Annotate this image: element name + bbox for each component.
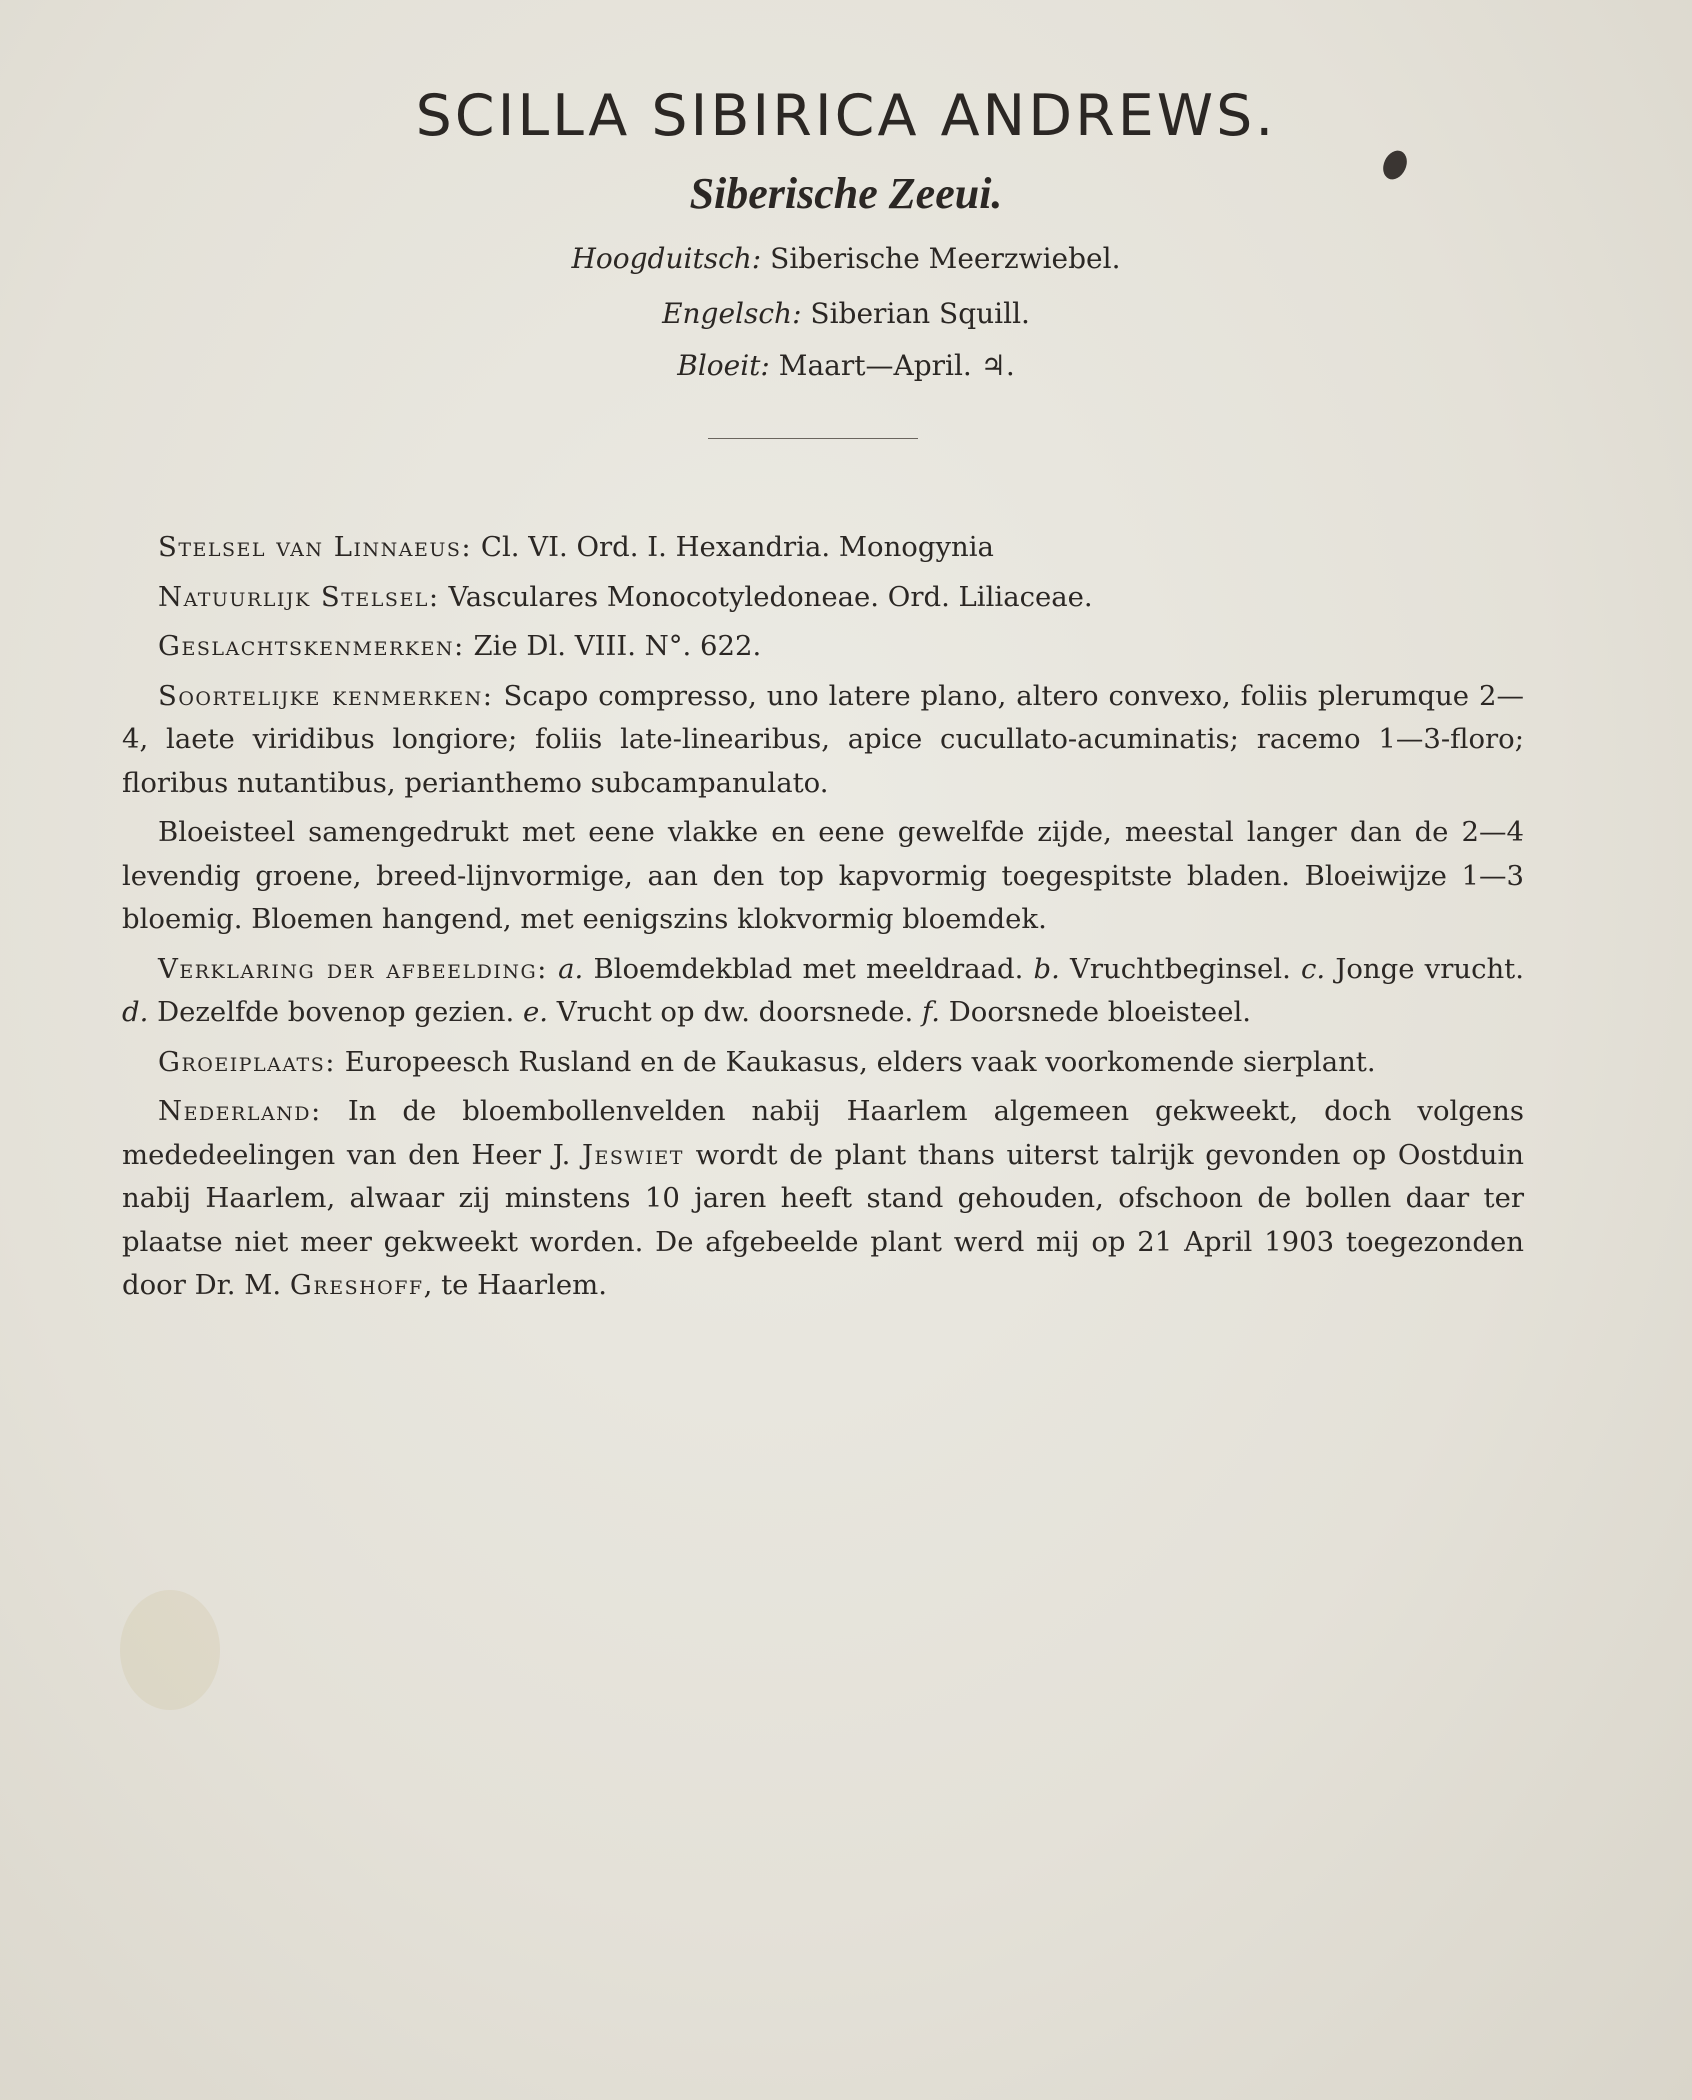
english-name-line — [0, 297, 1692, 330]
natural-system-paragraph — [122, 576, 1524, 620]
description-paragraph — [122, 811, 1524, 942]
plate-f-text: Doorsnede bloeisteel. — [948, 996, 1252, 1028]
description-body — [122, 526, 1524, 1314]
netherlands-text-1: In de bloembollenvelden nabij Haarlem algemeen gekweekt, doch volgens mededeelingen van den Heer J. — [122, 1095, 1524, 1171]
species-paragraph — [122, 675, 1524, 806]
netherlands-text-2: wordt de plant thans uiterst talrijk gevonden op Oostduin nabij Haarlem, alwaar zij minstens 10 jaren heeft stand gehouden, ofschoon de bollen daar ter plaatse niet meer gekweekt worden. De afgebeelde plant werd mij op 21 April 1903 toegezonden door Dr. M. — [122, 1138, 1525, 1301]
plate-b-text: Vruchtbeginsel. — [1070, 952, 1291, 985]
plate-b-letter: b. — [1033, 952, 1060, 985]
plate-e-letter: e. — [523, 996, 549, 1028]
german-name-line — [0, 242, 1692, 275]
dutch-name: Siberische Zeeui. — [689, 169, 1003, 218]
english-value: Siberian Squill. — [810, 297, 1030, 330]
plate-c-text: Jonge vrucht. — [1335, 952, 1524, 985]
linnaeus-label: Stelsel van Linnaeus: — [158, 531, 473, 563]
natural-system-text: Vasculares Monocotyledoneae. Ord. Liliaceae. — [448, 580, 1093, 613]
netherlands-text-3: , te Haarlem. — [423, 1269, 607, 1301]
plate-label: Verklaring der afbeelding: — [158, 952, 548, 985]
bloom-line — [0, 349, 1692, 382]
bloom-value: Maart—April. ♃. — [778, 349, 1015, 382]
genus-paragraph — [122, 625, 1524, 669]
genus-label: Geslachtskenmerken: — [158, 630, 465, 662]
species-text: Scapo compresso, uno latere plano, altero convexo, foliis plerumque 2—4, laete viridibus longiore; foliis late-linearibus, apice cucullato-acuminatis; racemo 1—3-floro; floribus nutantibus, perianthemo subcampanulato. — [122, 679, 1524, 799]
habitat-text: Europeesch Rusland en de Kaukasus, elders vaak voorkomende sierplant. — [344, 1045, 1376, 1078]
plate-d-text: Dezelfde bovenop gezien. — [157, 996, 515, 1028]
netherlands-paragraph — [122, 1090, 1524, 1308]
plate-c-letter: c. — [1301, 952, 1326, 985]
page-title: SCILLA SIBIRICA ANDREWS. — [415, 83, 1277, 149]
netherlands-label: Nederland: — [158, 1095, 322, 1127]
natural-system-label: Natuurlijk Stelsel: — [158, 580, 440, 613]
genus-text: Zie Dl. VIII. N°. 622. — [473, 630, 762, 662]
plate-f-letter: f. — [922, 996, 940, 1028]
linnaeus-paragraph — [122, 526, 1524, 570]
bloom-label: Bloeit: — [677, 349, 770, 382]
plate-a-letter: a. — [558, 952, 584, 985]
linnaeus-text: Cl. VI. Ord. I. Hexandria. Monogynia — [480, 531, 994, 563]
habitat-label: Groeiplaats: — [158, 1045, 336, 1078]
plate-e-text: Vrucht op dw. doorsnede. — [556, 996, 914, 1028]
species-label: Soortelijke kenmerken: — [158, 679, 494, 712]
plate-d-letter: d. — [122, 996, 149, 1028]
plate-explanation-paragraph — [122, 948, 1524, 1035]
german-label: Hoogduitsch: — [571, 242, 762, 275]
divider — [708, 438, 918, 439]
description-text: Bloeisteel samengedrukt met eene vlakke en eene gewelfde zijde, meestal langer dan de 2—4 levendig groene, breed-lijnvormige, aan den top kapvormig toegespitste bladen. Bloeiwijze 1—3 bloemig. Bloemen hangend, met eenigszins klokvormig bloemdek. — [122, 816, 1524, 935]
habitat-paragraph — [122, 1041, 1524, 1085]
person-name-jeswiet: Jeswiet — [581, 1138, 684, 1171]
plate-a-text: Bloemdekblad met meeldraad. — [593, 952, 1024, 985]
person-name-greshoff: Greshoff — [289, 1269, 424, 1301]
english-label: Engelsch: — [662, 297, 802, 330]
stain — [120, 1590, 220, 1710]
german-value: Siberische Meerzwiebel. — [770, 242, 1121, 275]
